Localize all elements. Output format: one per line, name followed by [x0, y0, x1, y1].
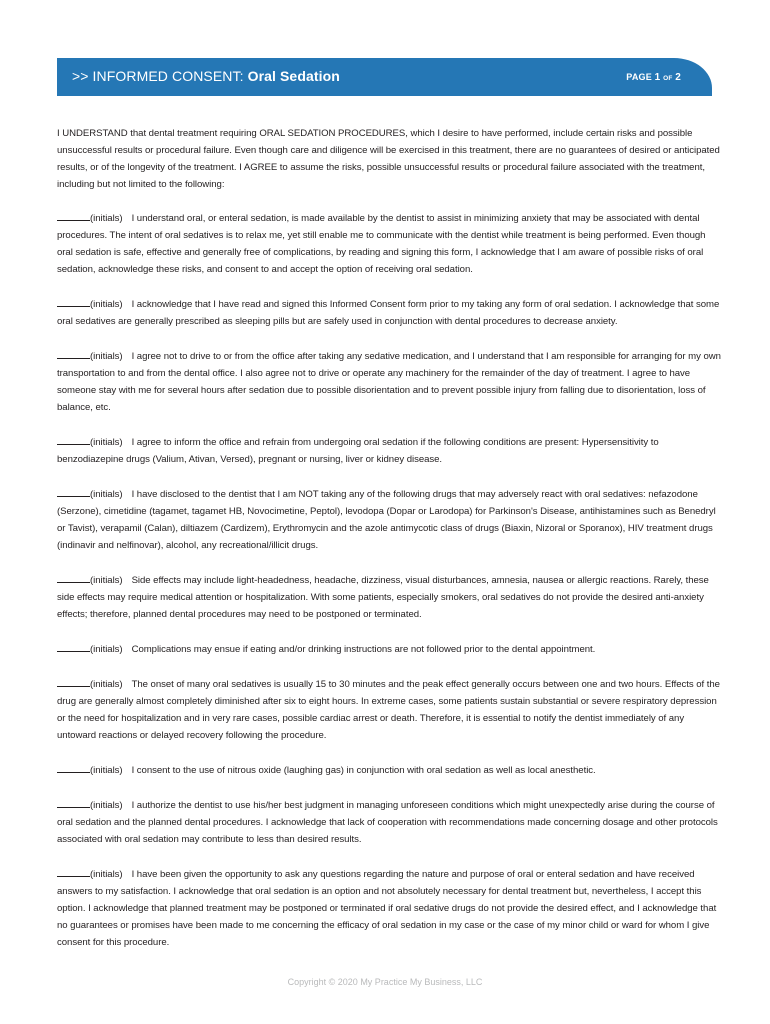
page-indicator: [626, 72, 681, 83]
consent-clause: [57, 210, 721, 278]
title-topic: Oral Sedation: [247, 68, 340, 84]
clause-text: I acknowledge that I have read and signed this Informed Consent form prior to my taking any form of oral sedation. I acknowledge that some oral sedatives are generally prescribed as sleeping pills but are safely used in conjunction with dental procedures to decrease anxiety.: [57, 299, 720, 327]
consent-clause: [57, 348, 721, 416]
initials-label: (initials): [90, 679, 123, 690]
clause-text: I authorize the dentist to use his/her best judgment in managing unforeseen conditions which might unexpectedly arise during the course of oral sedation and the planned dental procedures. I acknowledge that lack of cooperation with recommendations made concerning dosage and other protocols associated with oral sedation may contribute to less than desired results.: [57, 800, 718, 845]
initials-label: (initials): [90, 644, 123, 655]
header-banner: [57, 58, 712, 96]
initials-label: (initials): [90, 213, 123, 224]
initials-label: (initials): [90, 869, 123, 880]
clause-text: I understand oral, or enteral sedation, is made available by the dentist to assist in minimizing anxiety that may be associated with dental procedures. The intent of oral sedatives is to relax me, yet still enable me to communicate with the dentist while treatment is being performed. Even though oral sedation is safe, effective and generally free of complications, by reading and signing this form, I acknowledge that I am aware of possible risks of oral sedation, acknowledge these risks, and consent to and accept the option of receiving oral sedation.: [57, 213, 706, 275]
consent-clause: [57, 296, 721, 330]
initials-label: (initials): [90, 765, 123, 776]
title-prefix: >> INFORMED CONSENT:: [72, 68, 244, 84]
consent-clause: [57, 797, 721, 848]
document-title: [72, 68, 340, 84]
initials-blank[interactable]: [57, 798, 90, 808]
intro-paragraph: I UNDERSTAND that dental treatment requiring ORAL SEDATION PROCEDURES, which I desire to have performed, include certain risks and possible unsuccessful results or procedural failure. Even though care and diligence will be exercised in this treatment, there are no guarantees of desired or anticipated results, or of the longevity of the treatment. I AGREE to assume the risks, possible unsuccessful results or procedural failure associated with the treatment, including but not limited to the following:: [57, 128, 720, 190]
initials-label: (initials): [90, 299, 123, 310]
consent-body: [57, 125, 721, 969]
initials-blank[interactable]: [57, 573, 90, 583]
page-total: 2: [675, 72, 681, 83]
consent-clause: [57, 572, 721, 623]
initials-label: (initials): [90, 351, 123, 362]
clause-text: Complications may ensue if eating and/or drinking instructions are not followed prior to the dental appointment.: [131, 644, 596, 655]
consent-clause: [57, 866, 721, 951]
clause-text: I have been given the opportunity to ask any questions regarding the nature and purpose of oral or enteral sedation and have received answers to my satisfaction. I acknowledge that oral sedation is an option and not absolutely necessary for dental treatment but, nevertheless, I accept this option. I acknowledge that planned treatment may be postponed or terminated if oral sedative drugs do not provide the desired effect, and I acknowledge that no guarantees or promises have been made to me concerning the efficacy of oral sedation in my case or the case of my minor child or ward for whom I give consent for this procedure.: [57, 869, 717, 948]
page-of-label: OF: [663, 75, 673, 82]
initials-label: (initials): [90, 489, 123, 500]
clause-text: Side effects may include light-headedness, headache, dizziness, visual disturbances, amnesia, nausea or allergic reactions. Rarely, these side effects may require medical attention or hospitalization. With some patients, especially smokers, oral sedatives do not provide the desired anti-anxiety effects; therefore, planned dental procedures may need to be postponed or terminated.: [57, 575, 709, 620]
initials-blank[interactable]: [57, 677, 90, 687]
clause-text: I agree not to drive to or from the office after taking any sedative medication, and I understand that I am responsible for arranging for my own transportation to and from the dental office. I also agree not to drive or operate any machinery for the remainder of the day of treatment. I agree to have someone stay with me for several hours after sedation due to possible disorientation and to prevent possible injury from falling due to disorientation, loss of balance, etc.: [57, 351, 721, 413]
consent-clause: [57, 434, 721, 468]
copyright-footer: Copyright © 2020 My Practice My Business, LLC: [287, 977, 483, 987]
initials-blank[interactable]: [57, 435, 90, 445]
initials-label: (initials): [90, 800, 123, 811]
initials-blank[interactable]: [57, 642, 90, 652]
consent-clause: [57, 486, 721, 554]
clause-text: I have disclosed to the dentist that I am NOT taking any of the following drugs that may adversely react with oral sedatives: nefazodone (Serzone), cimetidine (tagamet, tagamet HB, Novocimetine, Peptol), levodopa (Dopar or Larodopa) for Parkinson's Disease, antihistamines such as Benedryl or Tavist), verapamil (Calan), diltiazem (Cardizem), Erythromycin and the azole antimycotic class of drugs (Biaxin, Nizoral or Sporanox), HIV treatment drugs (indinavir and nelfinovar), alcohol, any recreational/illicit drugs.: [57, 489, 716, 551]
initials-blank[interactable]: [57, 349, 90, 359]
initials-blank[interactable]: [57, 297, 90, 307]
clause-text: The onset of many oral sedatives is usually 15 to 30 minutes and the peak effect generally occurs between one and two hours. Effects of the drug are generally almost completely diminished after six to eight hours. In extreme cases, some patients sustain substantial or severe respiratory depression or the need for hospitalization and in very rare cases, possible cardiac arrest or death. Therefore, it is essential to notify the dentist immediately of any untoward reactions or delayed recovery following the procedure.: [57, 679, 720, 741]
clause-text: I consent to the use of nitrous oxide (laughing gas) in conjunction with oral sedation as well as local anesthetic.: [131, 765, 596, 776]
initials-blank[interactable]: [57, 211, 90, 221]
consent-clause: [57, 641, 721, 658]
initials-label: (initials): [90, 575, 123, 586]
initials-label: (initials): [90, 437, 123, 448]
initials-blank[interactable]: [57, 487, 90, 497]
consent-clause: [57, 676, 721, 744]
page-label: PAGE: [626, 72, 652, 82]
page-number: 1: [654, 72, 661, 83]
clause-text: I agree to inform the office and refrain from undergoing oral sedation if the following conditions are present: Hypersensitivity to benzodiazepine drugs (Valium, Ativan, Versed), pregnant or nursing, liver or kidney disease.: [57, 437, 659, 465]
initials-blank[interactable]: [57, 763, 90, 773]
initials-blank[interactable]: [57, 867, 90, 877]
consent-clause: [57, 762, 721, 779]
